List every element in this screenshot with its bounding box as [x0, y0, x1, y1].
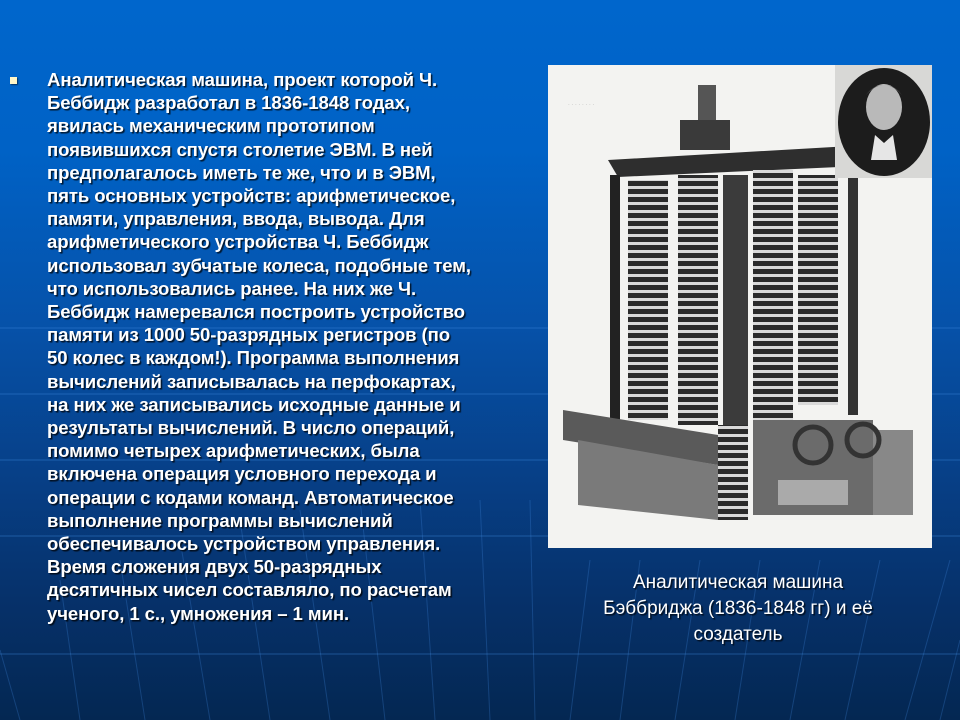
body-line: включена операция условного перехода и [47, 463, 437, 485]
body-line: на них же записывались исходные данные и [47, 393, 461, 415]
image-caption [560, 570, 916, 648]
body-line: выполнение программы вычислений [47, 509, 393, 531]
body-line: 50 колес в каждом!). Программа выполнения [47, 347, 460, 369]
charles-babbage-portrait [835, 65, 932, 178]
body-line: предполагалось иметь те же, что и в ЭВМ, [47, 161, 436, 183]
body-line: Беббидж намеревался построить устройство [47, 301, 465, 323]
caption-line: создатель [693, 624, 783, 645]
body-line: памяти из 1000 50-разрядных регистров (по [47, 324, 450, 346]
analytical-engine-image [548, 65, 932, 548]
body-line: помимо четырех арифметических, была [47, 440, 420, 462]
body-line: ученого, 1 с., умножения – 1 мин. [47, 602, 350, 624]
caption-line: Бэббриджа (1836-1848 гг) и её [603, 598, 873, 619]
portrait-illustration [835, 65, 932, 178]
svg-text:. . . . . . . .: . . . . . . . . [568, 99, 595, 107]
body-line: обеспечивалось устройством управления. [47, 533, 441, 555]
body-line: что использовались ранее. На них же Ч. [47, 277, 417, 299]
body-line: Аналитическая машина, проект которой Ч. [47, 69, 438, 90]
body-line: арифметического устройства Ч. Беббидж [47, 231, 429, 253]
body-line: результаты вычислений. В число операций, [47, 417, 455, 439]
body-line: Беббидж разработал в 1836-1848 годах, [47, 92, 410, 114]
body-line: памяти, управления, ввода, вывода. Для [47, 208, 425, 230]
caption-line: Аналитическая машина [632, 572, 844, 593]
body-line: вычислений записывалась на перфокартах, [47, 370, 456, 392]
square-bullet-icon [10, 77, 17, 84]
body-line: Время сложения двух 50-разрядных [47, 556, 382, 578]
body-text [47, 68, 537, 625]
body-line: десятичных чисел составляло, по расчетам [47, 579, 452, 601]
body-line: операции с кодами команд. Автоматическое [47, 486, 454, 508]
body-line: пять основных устройств: арифметическое, [47, 185, 456, 207]
body-line: явилась механическим прототипом [47, 115, 375, 137]
body-line: использовал зубчатые колеса, подобные тем, [47, 254, 471, 276]
body-line: появившихся спустя столетие ЭВМ. В ней [47, 138, 433, 160]
